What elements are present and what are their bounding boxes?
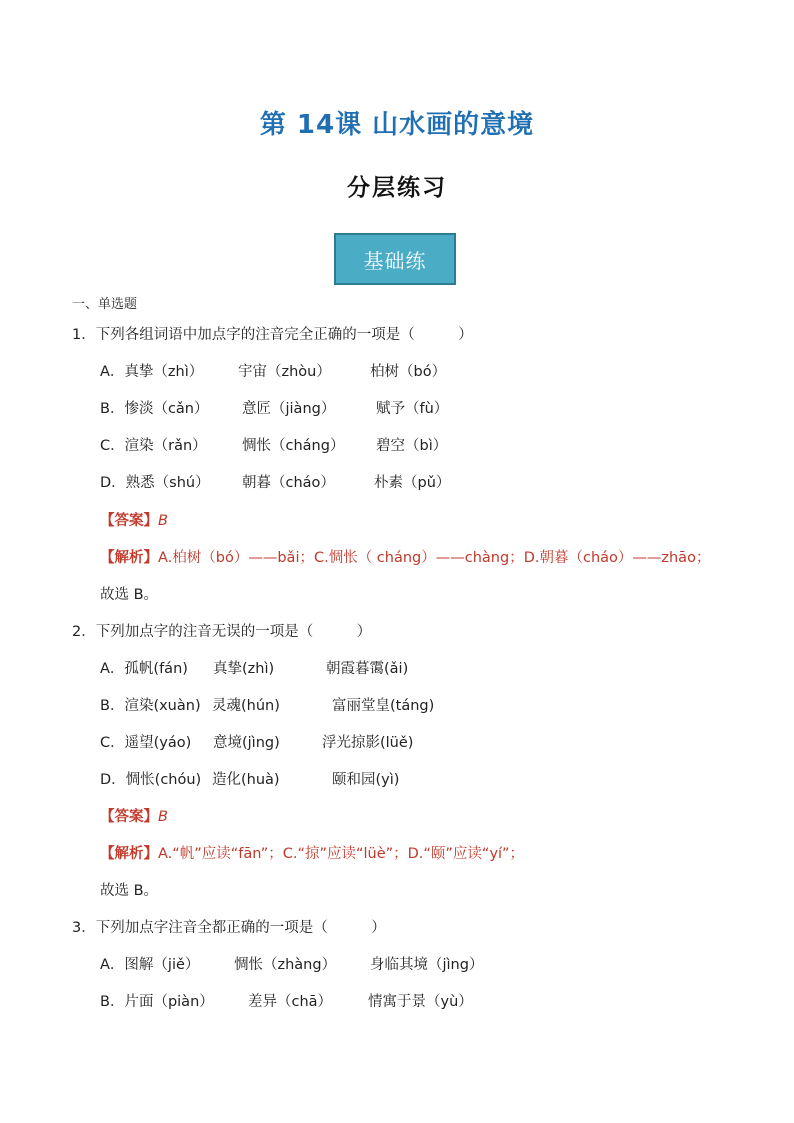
section-heading: 一、单选题 [72, 297, 138, 312]
analysis-text: A.柏树（bó）——bǎi；C.惆怅（ cháng）——chàng；D.朝暮（cháo）——zhāo； [158, 550, 711, 566]
analysis-label: 【解析】 [100, 550, 158, 566]
question-3-stem: 3．下列加点字注音全都正确的一项是（ ） [72, 920, 386, 936]
answer-value: B [158, 513, 168, 529]
document-title: 第 14课 山水画的意境 [259, 110, 535, 140]
question-1-analysis [100, 546, 710, 567]
answer-label: 【答案】 [100, 513, 158, 529]
answer-value: B [158, 809, 168, 825]
question-2-stem: 2．下列加点字的注音无误的一项是（ ） [72, 624, 372, 640]
analysis-label: 【解析】 [100, 846, 158, 862]
question-1-conclusion: 故选 B。 [100, 587, 159, 603]
level-badge: 基础练 [334, 233, 456, 285]
question-2-analysis [100, 842, 524, 863]
question-2-answer [100, 805, 168, 826]
question-1-stem: 1．下列各组词语中加点字的注音完全正确的一项是（ ） [72, 327, 473, 343]
question-1-answer [100, 509, 168, 530]
question-2-conclusion: 故选 B。 [100, 883, 159, 899]
document-subtitle: 分层练习 [347, 175, 447, 201]
answer-label: 【答案】 [100, 809, 158, 825]
analysis-text: A.“帆”应读“fān”；C.“掠”应读“lüè”；D.“颐”应读“yí”； [158, 846, 525, 862]
